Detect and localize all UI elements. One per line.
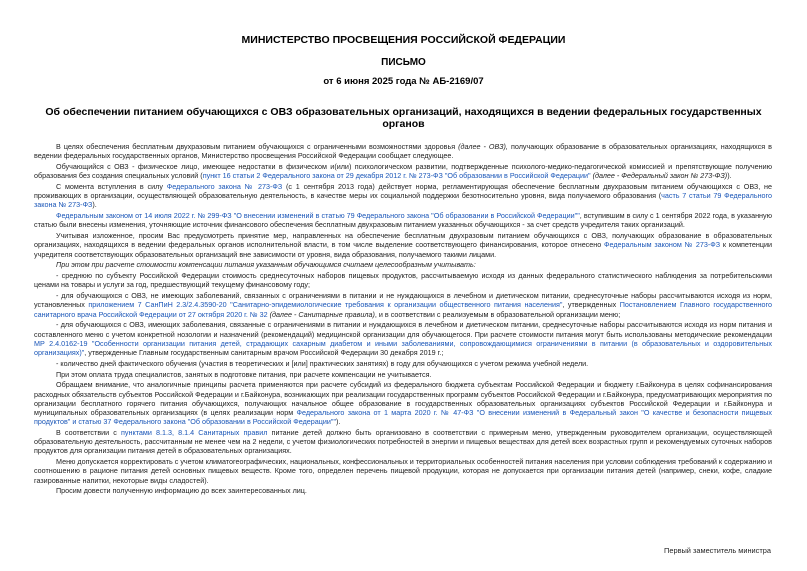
- paragraph-10: - количество дней фактического обучения (участия в теоретических и [или] практических занятиях) в году для обучающихся с учетом режима учебной недели.: [56, 358, 589, 368]
- paragraph-13: В соответствии с пунктами 8.1.3, 8.1.4 Санитарных правил питание детей должно быть организовано в соответствии с примерным меню, утвержденным руководителем организации, осуществляющей образовательную деятельность, рассчитанным не менее чем на 2 недели, с учетом физиологических потребностей в энергии и пищевых веществах для детей всех возрастных групп и рекомендуемых суточных наборов продуктов для организации питания детей в образовательных организациях.: [34, 428, 773, 456]
- paragraph-12: Обращаем внимание, что аналогичные принципы расчета применяются при расчете субсидий из федерального бюджета субъектам Российской Федерации и бюджету г.Байконура в целях софинансирования расходных обязательств субъектов Российской Федерации и г.Байконура, возникающих при реализации государственных программ субъектов Российской Федерации и г.Байконура, предусматривающих мероприятия по организации бесплатного горячего питания обучающихся, получающих начальное общее образование в государственных образовательных организациях субъектов Российской Федерации и г.Байконура и муниципальных образовательных организациях (в целях реализации норм Федерального закона от 1 марта 2020 г. № 47-ФЗ "О внесении изменений в Федеральный закон "О качестве и безопасности пищевых продуктов" и статью 37 Федерального закона "Об образовании в Российской Федерации"").: [34, 380, 772, 427]
- paragraph-6: При этом при расчете стоимости компенсации питания указанным обучающимся считаем целесообразным учитывать:: [56, 260, 476, 270]
- paragraph-15: Просим довести полученную информацию до всех заинтересованных лиц.: [56, 486, 307, 496]
- law-link[interactable]: Федеральным законом от 14 июля 2022 г. № 299-ФЗ "О внесении изменений в статью 79 Федерального закона "Об образовании в Российской Федерации"": [56, 211, 580, 221]
- sanpin-link[interactable]: приложением 7 СанПиН 2.3/2.4.3590-20 "Санитарно-эпидемиологические требования к организации общественного питания населения": [88, 300, 563, 310]
- ministry-name: МИНИСТЕРСТВО ПРОСВЕЩЕНИЯ РОССИЙСКОЙ ФЕДЕРАЦИИ: [241, 34, 566, 46]
- paragraph-8: - для обучающихся с ОВЗ, не имеющих заболеваний, связанных с ограничениями в питании и не нуждающихся в лечебном и диетическом питании, среднесуточные наборы рассчитываются исходя из норм, установленных приложением 7 СанПиН 2.3/2.4.3590-20 "Санитарно-эпидемиологические требования к организации общественного питания населения", утвержденных Постановлением Главного государственного санитарного врача Российской Федерации от 27 октября 2020 г. № 32 (далее - Санитарные правила), и в соответствии с реализуемым в образовательной организации меню;: [34, 291, 773, 319]
- recommendations-link[interactable]: МР 2.4.0162-19 "Особенности организации питания детей, страдающих сахарным диабетом и иными заболеваниями, сопровождающимися ограничениями в питании (в образовательных и оздоровительных организациях)": [34, 338, 772, 358]
- paragraph-5: Учитывая изложенное, просим Вас предусмотреть принятие мер, направленных на обеспечение бесплатным двухразовым питанием обучающихся с ОВЗ, получающих образование в образовательных организациях, находящихся в ведении федеральных органов исполнительной власти, в том числе выделение соответствующего финансирования, которое отнесено Федеральным законом № 273-ФЗ к компетенции учредителя соответствующих образовательных организаций вне зависимости от уровня, вида образования, получаемого такими лицами.: [34, 231, 772, 259]
- paragraph-2: Обучающийся с ОВЗ - физическое лицо, имеющее недостатки в физическом и(или) психологическом развитии, подтвержденные психолого-медико-педагогической комиссией и препятствующие получению образования без создания специальных условий (пункт 16 статьи 2 Федерального закона от 29 декабря 2012 г. № 273-ФЗ "Об образовании в Российской Федерации" (далее - Федеральный закон № 273-ФЗ)).: [34, 162, 772, 181]
- document-title: Об обеспечении питанием обучающихся с ОВЗ образовательных организаций, находящихся в ведении федеральных государственных органов: [45, 106, 762, 130]
- sanitary-rules-link[interactable]: пунктами 8.1.3, 8.1.4 Санитарных правил: [121, 428, 268, 438]
- law-link[interactable]: Федеральным законом № 273-ФЗ: [604, 240, 721, 250]
- resolution-link[interactable]: Постановлением Главного государственного санитарного врача Российской Федерации от 27 октября 2020 г. № 32: [34, 300, 773, 319]
- law-link[interactable]: пункт 16 статьи 2 Федерального закона от 29 декабря 2012 г. № 273-ФЗ "Об образовании в Российской Федерации": [202, 171, 591, 181]
- paragraph-3: С момента вступления в силу Федерального закона № 273-ФЗ (с 1 сентября 2013 года) действует норма, регламентирующая обеспечение бесплатным двухразовым питанием обучающихся с ОВЗ, не проживающих в организации, осуществляющей образовательную деятельность, в качестве меры их социальной поддержки безотносительно уровня, вида получаемого образования (часть 7 статьи 79 Федерального закона № 273-ФЗ).: [34, 182, 773, 210]
- law-link[interactable]: Федерального закона № 273-ФЗ: [166, 182, 283, 191]
- paragraph-9: - для обучающихся с ОВЗ, имеющих заболевания, связанные с ограничениями в питании и нуждающихся в лечебном и диетическом питании, среднесуточные наборы рассчитываются исходя из норм питания и составленного меню с учетом конкретной нозологии и назначений (рекомендаций) медицинской организации для обучающегося. При расчете стоимости питания могут быть использованы методические рекомендации МР 2.4.0162-19 "Особенности организации питания детей, страдающих сахарным диабетом и иными заболеваниями, сопровождающимися ограничениями в питании (в образовательных и оздоровительных организациях)", утвержденные Главным государственным санитарным врачом Российской Федерации 30 декабря 2019 г.;: [34, 320, 772, 358]
- law-link[interactable]: часть 7 статьи 79 Федерального закона № 273-ФЗ: [34, 191, 772, 210]
- document-type: ПИСЬМО: [381, 57, 426, 68]
- paragraph-4: Федеральным законом от 14 июля 2022 г. № 299-ФЗ "О внесении изменений в статью 79 Федерального закона "Об образовании в Российской Федерации"", вступившим в силу с 1 сентября 2022 года, в указанную статью были внесены изменения, уточняющие источник финансового обеспечения бесплатным двухразовым питанием указанных обучающихся - за счет средств учредителя таких организаций.: [34, 211, 772, 230]
- paragraph-14: Меню допускается корректировать с учетом климатогеографических, национальных, конфессиональных и территориальных особенностей питания населения при условии соблюдения требований к содержанию и соотношению в рационе питания детей основных пищевых веществ. Кроме того, определен перечень пищевой продукции, которая не допускается при организации питания детей (например, снеки, кофе, сладкие газированные напитки, некоторые виды сладостей).: [34, 457, 772, 485]
- paragraph-1: В целях обеспечения бесплатным двухразовым питанием обучающихся с ограниченными возможностями здоровья (далее - ОВЗ), получающих образование в образовательных организациях, находящихся в ведении федеральных государственных органов, Министерство просвещения Российской Федерации сообщает следующее.: [34, 142, 772, 161]
- document-date-number: от 6 июня 2025 года № АБ-2169/07: [323, 76, 484, 87]
- paragraph-7: - среднюю по субъекту Российской Федерации стоимость среднесуточных наборов пищевых продуктов, рассчитываемую исходя из данных федерального статистического наблюдения за потребительскими ценами на товары и услуги за год, предшествующий текущему финансовому году;: [34, 271, 772, 290]
- law-link[interactable]: Федерального закона от 1 марта 2020 г. № 47-ФЗ "О внесении изменений в Федеральный закон "О качестве и безопасности пищевых продуктов" и статью 37 Федерального закона "Об образовании в Российской Федерации"": [34, 408, 772, 427]
- paragraph-11: При этом оплата труда специалистов, занятых в подготовке питания, при расчете компенсации не учитывается.: [56, 369, 432, 379]
- signature: Первый заместитель министра: [664, 546, 771, 555]
- document-body: [34, 142, 772, 497]
